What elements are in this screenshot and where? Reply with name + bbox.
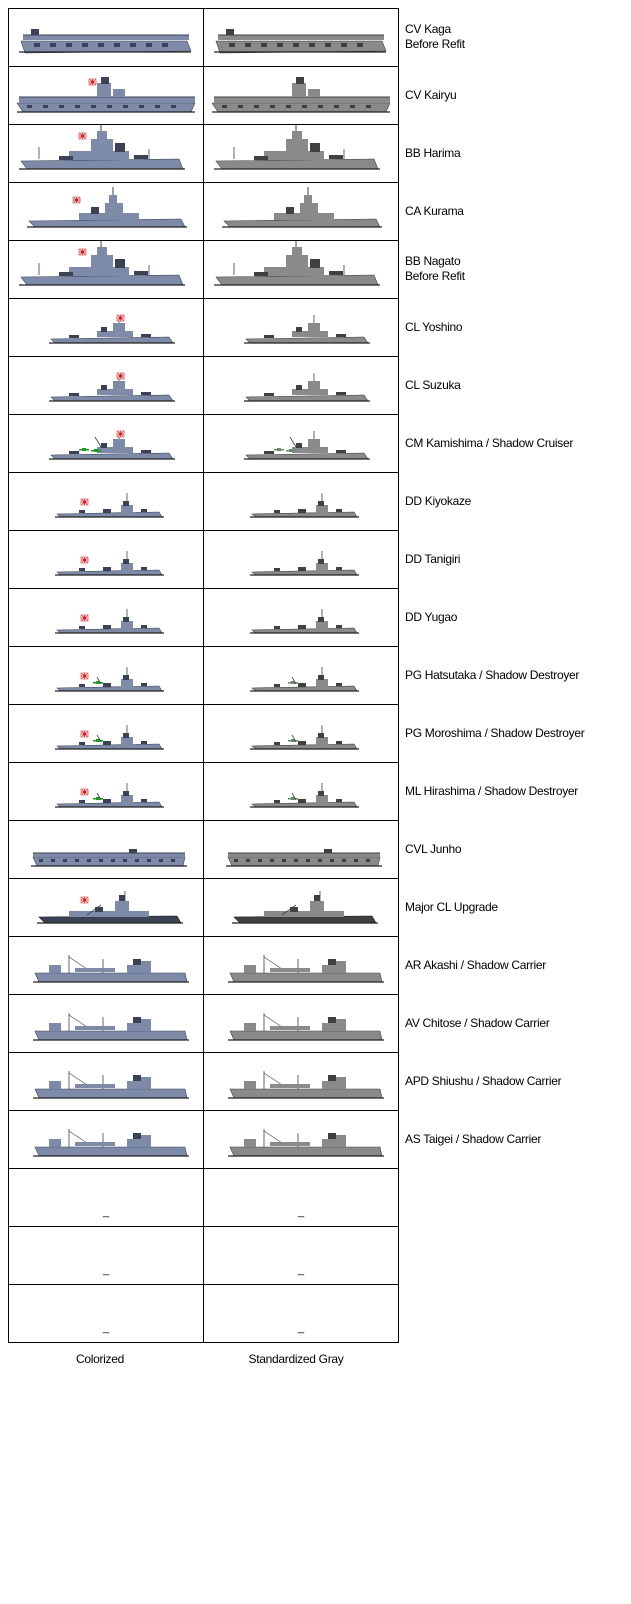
- ship-label: [405, 704, 627, 762]
- colorized-ship-image: [9, 705, 203, 762]
- gray-cell: [204, 299, 399, 357]
- ship-label-line: CA Kurama: [405, 203, 464, 218]
- ship-row: [9, 879, 399, 937]
- gray-cell: [204, 1111, 399, 1169]
- ensign-flag-icon: [117, 431, 125, 438]
- ship-label: [405, 994, 627, 1052]
- colorized-ship-drawing: [49, 373, 175, 402]
- colorized-cell: [9, 1053, 204, 1111]
- ensign-flag-icon: [81, 615, 89, 622]
- colorized-cell: [9, 473, 204, 531]
- colorized-ship-drawing: [27, 187, 187, 227]
- ship-label-line: CV Kaga: [405, 22, 451, 36]
- ship-label-line: AR Akashi / Shadow Carrier: [405, 957, 546, 972]
- gray-ship-image: [204, 473, 398, 530]
- colorized-ship-drawing: [33, 1129, 189, 1156]
- gray-cell: [204, 821, 399, 879]
- ship-label: [405, 472, 627, 530]
- colorized-ship-image: [9, 1053, 203, 1110]
- ensign-flag-icon: [81, 897, 89, 904]
- ship-row: [9, 241, 399, 299]
- gray-ship-image: [204, 647, 398, 704]
- colorized-ship-drawing: [55, 609, 164, 633]
- gray-ship-drawing: [244, 315, 370, 343]
- ship-label: [405, 1168, 627, 1226]
- ship-label-line: PG Hatsutaka / Shadow Destroyer: [405, 667, 580, 682]
- gray-cell: [204, 415, 399, 473]
- gray-ship-drawing: [250, 667, 359, 691]
- colorized-cell: [9, 647, 204, 705]
- gray-ship-image: [204, 1227, 398, 1284]
- gray-cell: [204, 125, 399, 183]
- gray-cell: [204, 995, 399, 1053]
- colorized-cell: [9, 879, 204, 937]
- gray-ship-image: [204, 763, 398, 820]
- ship-label: [405, 1110, 627, 1168]
- colorized-ship-image: [9, 879, 203, 936]
- ship-row: [9, 821, 399, 879]
- gray-ship-image: [204, 589, 398, 646]
- gray-cell: [204, 473, 399, 531]
- ship-row: [9, 1285, 399, 1343]
- colorized-ship-image: [9, 647, 203, 704]
- colorized-ship-image: [9, 821, 203, 878]
- gray-cell: [204, 705, 399, 763]
- ship-row: [9, 125, 399, 183]
- gray-ship-drawing: [244, 373, 370, 401]
- gray-ship-image: [204, 67, 398, 124]
- colorized-ship-image: [9, 473, 203, 530]
- colorized-cell: [9, 67, 204, 125]
- ship-label-line: AV Chitose / Shadow Carrier: [405, 1015, 550, 1030]
- colorized-cell: [9, 299, 204, 357]
- gray-ship-image: [204, 9, 398, 66]
- ship-label: [405, 588, 627, 646]
- gray-ship-image: [204, 357, 398, 414]
- gray-ship-drawing: [250, 783, 359, 807]
- ensign-flag-icon: [73, 197, 81, 204]
- gray-ship-image: [204, 1111, 398, 1168]
- colorized-cell: [9, 1227, 204, 1285]
- ship-label-line: Before Refit: [405, 37, 465, 51]
- ship-label-line: AS Taigei / Shadow Carrier: [405, 1131, 542, 1146]
- gray-ship-drawing: [250, 725, 359, 749]
- gray-cell: [204, 67, 399, 125]
- gray-ship-drawing: [228, 1071, 384, 1098]
- colorized-ship-image: [9, 1169, 203, 1226]
- ship-label-line: CM Kamishima / Shadow Cruiser: [405, 435, 574, 450]
- colorized-ship-image: [9, 531, 203, 588]
- ship-label-line: DD Yugao: [405, 609, 458, 624]
- gray-ship-image: [204, 299, 398, 356]
- colorized-ship-image: [9, 1227, 203, 1284]
- ship-label: [405, 182, 627, 240]
- gray-ship-image: [204, 821, 398, 878]
- colorized-caption: Colorized: [76, 1352, 124, 1366]
- ship-label-line: Major CL Upgrade: [405, 899, 498, 914]
- colorized-cell: [9, 415, 204, 473]
- gray-ship-image: [204, 415, 398, 472]
- ship-row: [9, 995, 399, 1053]
- colorized-ship-image: [9, 1285, 203, 1342]
- ship-row: [9, 531, 399, 589]
- ship-label-line: PG Moroshima / Shadow Destroyer: [405, 725, 585, 740]
- colorized-ship-image: [9, 357, 203, 414]
- gray-ship-image: [204, 125, 398, 182]
- ship-label: [405, 1284, 627, 1342]
- colorized-ship-drawing: [33, 1013, 189, 1040]
- gray-cell: [204, 1227, 399, 1285]
- gray-ship-image: [204, 879, 398, 936]
- gray-ship-image: [204, 705, 398, 762]
- gray-cell: [204, 183, 399, 241]
- colorized-cell: [9, 937, 204, 995]
- gray-cell: [204, 1285, 399, 1343]
- ship-label: [405, 1052, 627, 1110]
- ensign-flag-icon: [117, 315, 125, 322]
- gray-ship-drawing: [226, 849, 382, 866]
- gray-caption: Standardized Gray: [248, 1352, 344, 1366]
- ship-row: [9, 937, 399, 995]
- colorized-cell: [9, 995, 204, 1053]
- gray-cell: [204, 357, 399, 415]
- ship-label-line: CL Yoshino: [405, 319, 463, 334]
- gray-ship-drawing: [250, 551, 359, 575]
- ship-label-line: CV Kairyu: [405, 87, 457, 102]
- ship-label-line: DD Kiyokaze: [405, 493, 472, 508]
- ship-label-line: ML Hirashima / Shadow Destroyer: [405, 783, 578, 798]
- colorized-ship-drawing: [55, 667, 164, 691]
- colorized-ship-drawing: [49, 315, 175, 344]
- ship-label: [405, 646, 627, 704]
- gray-cell: [204, 879, 399, 937]
- gray-cell: [204, 1053, 399, 1111]
- gray-cell: [204, 763, 399, 821]
- colorized-cell: [9, 125, 204, 183]
- colorized-ship-image: [9, 995, 203, 1052]
- gray-ship-image: [204, 241, 398, 298]
- ship-row: [9, 589, 399, 647]
- empty-placeholder: _: [297, 1206, 305, 1218]
- ship-row: [9, 299, 399, 357]
- gray-cell: [204, 9, 399, 67]
- ship-label: [405, 8, 627, 66]
- ship-label-line: APD Shiushu / Shadow Carrier: [405, 1073, 562, 1088]
- colorized-cell: [9, 357, 204, 415]
- colorized-ship-drawing: [19, 125, 185, 169]
- ship-row: [9, 705, 399, 763]
- colorized-ship-drawing: [33, 1071, 189, 1098]
- colorized-ship-drawing: [55, 725, 164, 749]
- gray-ship-drawing: [214, 29, 386, 53]
- gray-ship-image: [204, 937, 398, 994]
- colorized-ship-image: [9, 937, 203, 994]
- colorized-ship-drawing: [55, 493, 164, 517]
- ship-label: [405, 240, 627, 298]
- ship-row: [9, 357, 399, 415]
- colorized-ship-drawing: [19, 29, 191, 53]
- colorized-cell: [9, 763, 204, 821]
- ship-labels: [405, 8, 627, 1342]
- gray-cell: [204, 647, 399, 705]
- colorized-ship-image: [9, 67, 203, 124]
- ship-row: [9, 647, 399, 705]
- colorized-ship-image: [9, 415, 203, 472]
- ship-row: [9, 1169, 399, 1227]
- gray-ship-image: [204, 995, 398, 1052]
- ship-label-line: Before Refit: [405, 269, 465, 283]
- ensign-flag-icon: [117, 373, 125, 380]
- gray-ship-drawing: [244, 431, 370, 459]
- ship-label: [405, 414, 627, 472]
- ship-row: [9, 67, 399, 125]
- ship-label: [405, 878, 627, 936]
- colorized-cell: [9, 589, 204, 647]
- gray-ship-image: [204, 1285, 398, 1342]
- ship-label: [405, 1226, 627, 1284]
- gray-ship-drawing: [222, 187, 382, 227]
- colorized-cell: [9, 705, 204, 763]
- empty-placeholder: _: [102, 1264, 110, 1276]
- colorized-ship-drawing: [49, 431, 175, 460]
- ensign-flag-icon: [81, 557, 89, 564]
- ensign-flag-icon: [81, 731, 89, 738]
- ensign-flag-icon: [81, 499, 89, 506]
- ship-grid: [8, 8, 399, 1343]
- colorized-ship-image: [9, 589, 203, 646]
- empty-placeholder: _: [102, 1206, 110, 1218]
- colorized-ship-image: [9, 9, 203, 66]
- ship-label: [405, 66, 627, 124]
- colorized-cell: [9, 183, 204, 241]
- colorized-ship-drawing: [19, 241, 185, 285]
- colorized-ship-drawing: [55, 783, 164, 807]
- ensign-flag-icon: [81, 789, 89, 796]
- ship-label: [405, 124, 627, 182]
- colorized-cell: [9, 241, 204, 299]
- gray-ship-drawing: [228, 1129, 384, 1156]
- gray-cell: [204, 531, 399, 589]
- ensign-flag-icon: [89, 79, 97, 86]
- gray-ship-image: [204, 531, 398, 588]
- ship-row: [9, 1227, 399, 1285]
- ship-label: [405, 530, 627, 588]
- colorized-cell: [9, 1285, 204, 1343]
- ship-label: [405, 356, 627, 414]
- gray-cell: [204, 937, 399, 995]
- ship-row: [9, 183, 399, 241]
- colorized-cell: [9, 9, 204, 67]
- colorized-ship-image: [9, 125, 203, 182]
- colorized-ship-image: [9, 241, 203, 298]
- gray-cell: [204, 241, 399, 299]
- ensign-flag-icon: [79, 133, 87, 140]
- gray-ship-image: [204, 1053, 398, 1110]
- gray-cell: [204, 1169, 399, 1227]
- gray-ship-drawing: [228, 1013, 384, 1040]
- empty-placeholder: _: [297, 1264, 305, 1276]
- colorized-ship-image: [9, 763, 203, 820]
- colorized-cell: [9, 1111, 204, 1169]
- ship-label: [405, 762, 627, 820]
- gray-ship-drawing: [214, 241, 380, 285]
- colorized-ship-drawing: [17, 77, 195, 112]
- ship-label-line: CL Suzuka: [405, 377, 461, 392]
- empty-placeholder: _: [297, 1322, 305, 1334]
- empty-placeholder: _: [102, 1322, 110, 1334]
- gray-ship-drawing: [212, 77, 390, 112]
- gray-ship-drawing: [228, 955, 384, 982]
- ship-label-line: DD Tanigiri: [405, 551, 461, 566]
- colorized-ship-drawing: [37, 891, 183, 923]
- ship-label-line: BB Nagato: [405, 254, 461, 268]
- colorized-ship-image: [9, 183, 203, 240]
- ship-row: [9, 473, 399, 531]
- ship-row: [9, 1111, 399, 1169]
- gray-cell: [204, 589, 399, 647]
- gray-ship-drawing: [250, 493, 359, 517]
- gray-ship-image: [204, 1169, 398, 1226]
- colorized-cell: [9, 821, 204, 879]
- colorized-ship-drawing: [33, 955, 189, 982]
- ship-label: [405, 820, 627, 878]
- gray-ship-drawing: [250, 609, 359, 633]
- ship-label-line: CVL Junho: [405, 841, 462, 856]
- colorized-ship-image: [9, 1111, 203, 1168]
- ship-label-line: BB Harima: [405, 145, 461, 160]
- gray-ship-drawing: [232, 891, 378, 923]
- ensign-flag-icon: [81, 673, 89, 680]
- colorized-cell: [9, 531, 204, 589]
- colorized-cell: [9, 1169, 204, 1227]
- ship-label: [405, 298, 627, 356]
- gray-ship-image: [204, 183, 398, 240]
- colorized-ship-image: [9, 299, 203, 356]
- ship-row: [9, 9, 399, 67]
- ship-label: [405, 936, 627, 994]
- ship-row: [9, 415, 399, 473]
- ship-row: [9, 763, 399, 821]
- ship-row: [9, 1053, 399, 1111]
- gray-ship-drawing: [214, 125, 380, 169]
- colorized-ship-drawing: [55, 551, 164, 575]
- ensign-flag-icon: [79, 249, 87, 256]
- colorized-ship-drawing: [31, 849, 187, 866]
